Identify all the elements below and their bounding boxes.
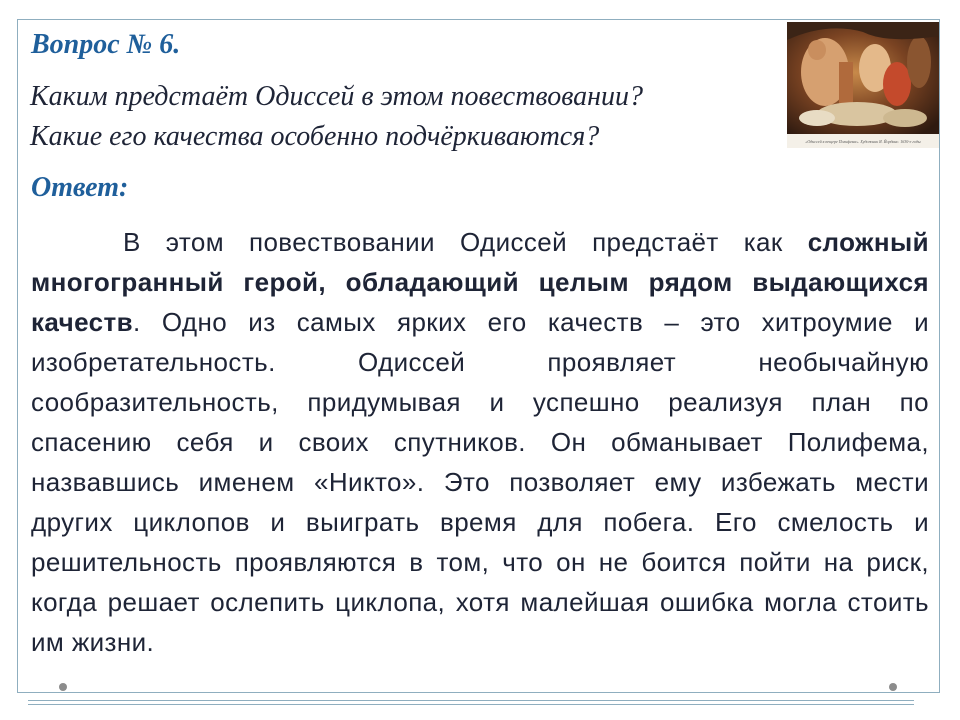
bottom-divider (28, 700, 914, 705)
illustration-painting (787, 22, 939, 148)
illustration-caption: «Одиссей в пещере Полифема». Художник Я. Йорданс. 1630-е годы (805, 139, 921, 144)
question-line-2: Какие его качества особенно подчёркиваются? (30, 121, 600, 152)
question-line-1: Каким предстаёт Одиссей в этом повествовании? (30, 81, 644, 112)
answer-title: Ответ: (31, 172, 129, 203)
answer-text-body: . Одно из самых ярких его качеств – это хитроумие и изобретательность. Одиссей проявляет необычайную сообразительность, придумывая и успешно реализуя план по спасению себя и своих спутников. Он обманывает Полифема, назвавшись именем «Никто». Это позволяет ему избежать мести других циклопов и выиграть время для побега. Его смелость и решительность проявляются в том, что он не боится пойти на риск, когда решает ослепить циклопа, хотя малейшая ошибка могла стоить им жизни. (31, 307, 929, 657)
answer-text-bold: сложный многогранный герой, обладающий целым рядом выдающихся качеств (31, 227, 929, 337)
answer-text-intro: В этом повествовании Одиссей предстаёт как (123, 227, 808, 257)
question-title: Вопрос № 6. (31, 29, 181, 60)
answer-paragraph (31, 222, 929, 662)
corner-dot-right (889, 683, 897, 691)
corner-dot-left (59, 683, 67, 691)
